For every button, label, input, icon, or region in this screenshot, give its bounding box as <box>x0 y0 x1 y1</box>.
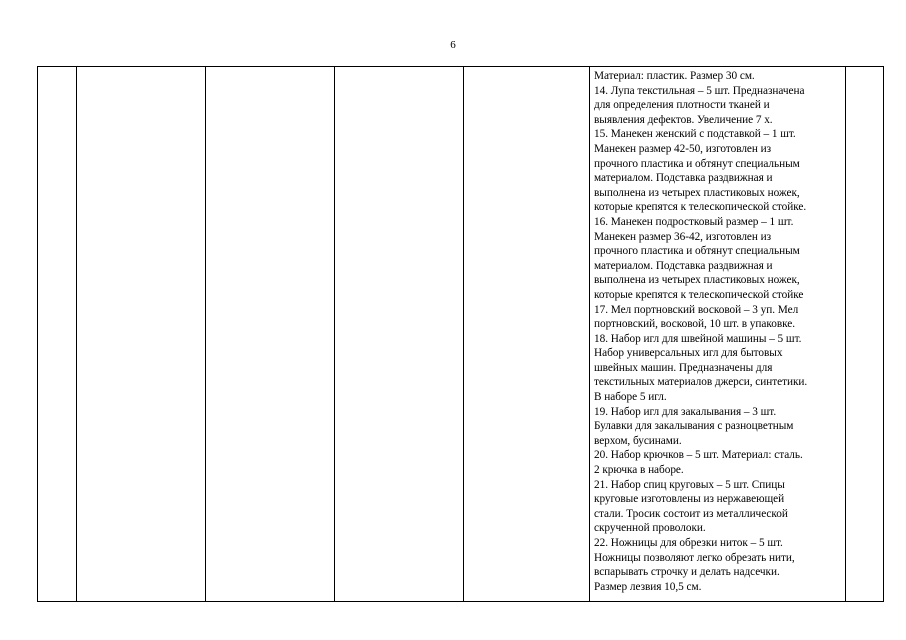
table-cell-col-5 <box>464 67 590 602</box>
table-cell-col-3 <box>206 67 335 602</box>
description-line: верхом, бусинами. <box>594 434 682 447</box>
description-line: круговые изготовлены из нержавеющей <box>594 493 785 506</box>
description-line: Набор универсальных игл для бытовых <box>594 347 783 360</box>
description-line: швейных машин. Предназначены для <box>594 361 773 374</box>
description-line: Ножницы позволяют легко обрезать нити, <box>594 551 795 564</box>
table-row <box>38 67 884 602</box>
description-line: 20. Набор крючков – 5 шт. Материал: сталь. <box>594 449 803 462</box>
description-line: Булавки для закалывания с разноцветным <box>594 420 794 433</box>
description-line: текстильных материалов джерси, синтетики. <box>594 376 808 389</box>
description-line: Манекен размер 36-42, изготовлен из <box>594 230 772 243</box>
description-line: выполнена из четырех пластиковых ножек, <box>594 274 800 287</box>
description-line: 16. Манекен подростковый размер – 1 шт. <box>594 215 794 228</box>
description-line: 17. Мел портновский восковой – 3 уп. Мел <box>594 303 799 316</box>
description-line: 19. Набор игл для закалывания – 3 шт. <box>594 405 777 418</box>
description-line: стали. Тросик состоит из металлической <box>594 507 788 520</box>
description-line: Размер лезвия 10,5 см. <box>594 580 702 593</box>
description-line: 22. Ножницы для обрезки ниток – 5 шт. <box>594 537 783 549</box>
description-line: которые крепятся к телескопической стойке. <box>594 201 807 214</box>
description-line: 14. Лупа текстильная – 5 шт. Предназначена <box>594 84 805 97</box>
description-line: Материал: пластик. Размер 30 см. <box>594 70 755 82</box>
table-cell-col-4 <box>335 67 464 602</box>
description-line: 2 крючка в наборе. <box>594 464 684 477</box>
description-line: Манекен размер 42-50, изготовлен из <box>594 142 772 155</box>
table-cell-description <box>590 67 846 602</box>
description-line: выполнена из четырех пластиковых ножек, <box>594 186 800 199</box>
description-line: которые крепятся к телескопической стойке <box>594 288 804 301</box>
description-line: для определения плотности тканей и <box>594 99 770 112</box>
description-line: 18. Набор игл для швейной машины – 5 шт. <box>594 332 802 345</box>
description-line: материалом. Подставка раздвижная и <box>594 172 773 185</box>
table-cell-col-2 <box>77 67 206 602</box>
description-line: 15. Манекен женский с подставкой – 1 шт. <box>594 128 796 141</box>
description-line: прочного пластика и обтянут специальным <box>594 157 800 170</box>
description-line: прочного пластика и обтянут специальным <box>594 245 800 258</box>
specification-table <box>37 66 884 602</box>
table-cell-number <box>38 67 77 602</box>
description-line: вспарывать строчку и делать надсечки. <box>594 566 780 579</box>
page-number: 6 <box>450 39 456 51</box>
description-line: скрученной проволоки. <box>594 522 706 535</box>
description-line: выявления дефектов. Увеличение 7 х. <box>594 113 773 126</box>
equipment-description <box>590 67 845 594</box>
table-cell-last <box>846 67 884 602</box>
description-line: В наборе 5 игл. <box>594 391 667 404</box>
description-line: портновский, восковой, 10 шт. в упаковке. <box>594 318 796 331</box>
description-line: 21. Набор спиц круговых – 5 шт. Спицы <box>594 478 785 491</box>
description-line: материалом. Подставка раздвижная и <box>594 259 773 272</box>
